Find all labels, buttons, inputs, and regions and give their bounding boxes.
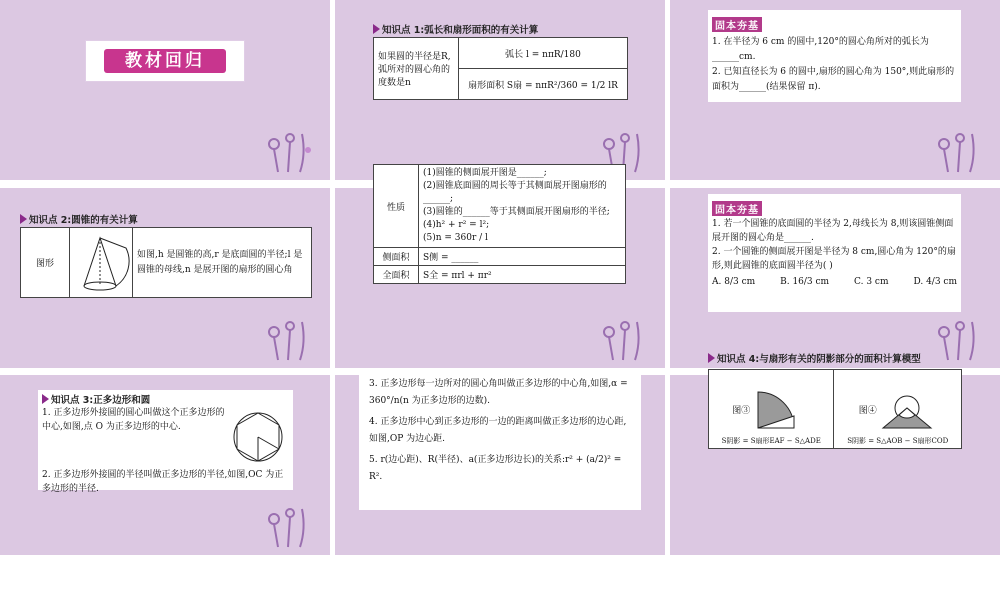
property-1: (1)圆锥的侧面展开图是______; — [423, 168, 547, 178]
full-area-label: 全面积 — [374, 266, 419, 284]
model-cell-4 — [834, 370, 962, 449]
arrow-icon — [42, 394, 49, 404]
polygon-properties-box — [359, 370, 641, 510]
cone-description: 如图,h 是圆锥的高,r 是底面圆的半径;l 是圆锥的母线,n 是展开图的扇形的圆心角 — [133, 228, 312, 298]
exercise-box — [708, 10, 961, 102]
section-header: 知识点 3:正多边形和圆 — [42, 392, 289, 406]
polygon-radius-text: 2. 正多边形外接圆的半径叫做正多边形的半径,如图,OC 为正多边形的半径. — [42, 470, 284, 494]
exercise-badge: 固本夯基 — [712, 17, 762, 32]
flower-decoration-icon — [932, 124, 992, 174]
flower-decoration-icon — [932, 312, 992, 362]
option-a[interactable]: A. 8/3 cm — [712, 277, 756, 287]
sector-area-formula: 扇形面积 S扇 = nπR²/360 = 1/2 lR — [459, 69, 628, 100]
properties-label: 性质 — [374, 165, 419, 248]
property-4: (4)h² + r² = l²; — [423, 220, 490, 230]
question-1: 1. 若一个圆锥的底面圆的半径为 2,母线长为 8,则该圆锥侧面展开图的圆心角是______. — [712, 219, 954, 243]
side-area-formula: S侧 = ______ — [419, 248, 626, 266]
polygon-center-text: 1. 正多边形外接圆的圆心叫做这个正多边形的中心,如图,点 O 为正多边形的中心. — [42, 408, 225, 432]
model-3-diagram — [750, 386, 810, 436]
section-header: 知识点 2:圆锥的有关计算 — [20, 212, 138, 226]
slide-7[interactable] — [0, 375, 330, 555]
slide-3[interactable] — [670, 0, 1000, 180]
option-d[interactable]: D. 4/3 cm — [913, 277, 957, 287]
section-header: 知识点 4:与扇形有关的阴影部分的面积计算模型 — [708, 351, 921, 365]
option-b[interactable]: B. 16/3 cm — [780, 277, 830, 287]
title-banner — [85, 40, 245, 82]
question-2: 2. 一个圆锥的侧面展开图是半径为 8 cm,圆心角为 120°的扇形,则此圆锥的底面圆半径为( ) — [712, 247, 956, 271]
flower-decoration-icon — [262, 499, 322, 549]
section-header: 知识点 1:弧长和扇形面积的有关计算 — [373, 22, 538, 36]
slide-9[interactable] — [670, 354, 1000, 555]
arc-length-formula: 弧长 l = nπR/180 — [459, 38, 628, 69]
model-label-3: 图③ — [732, 405, 751, 416]
cone-diagram — [70, 228, 132, 294]
full-area-formula: S全 = πrl + πr² — [419, 266, 626, 284]
property-5: (5)n = 360r / l — [423, 233, 488, 243]
flower-decoration-icon — [262, 124, 322, 174]
figure-label: 图形 — [21, 228, 70, 298]
model-formula-4: S阴影 = S△AOB − S扇形COD — [847, 437, 949, 445]
model-label-4: 图④ — [858, 405, 877, 416]
apothem-text: 4. 正多边形中心到正多边形的一边的距离叫做正多边形的边心距,如图,OP 为边心距. — [369, 417, 627, 444]
model-formula-3: S阴影 = S扇形EAF − S△ADE — [721, 437, 821, 445]
slide-2[interactable] — [335, 0, 665, 180]
model-4-diagram — [877, 386, 937, 436]
slide-5[interactable] — [335, 168, 665, 368]
property-3: (3)圆锥的______等于其侧面展开图扇形的半径; — [423, 207, 610, 217]
slide-4[interactable] — [0, 188, 330, 368]
slide-6[interactable] — [670, 188, 1000, 368]
model-cell-3 — [709, 370, 834, 449]
answer-options — [712, 275, 957, 290]
shaded-area-models — [708, 369, 962, 449]
arrow-icon — [373, 24, 380, 34]
property-2: (2)圆锥底面圆的周长等于其侧面展开图扇形的______; — [423, 181, 607, 204]
cone-table — [20, 227, 312, 298]
slide-1[interactable] — [0, 0, 330, 180]
hexagon-circle-diagram — [227, 406, 289, 468]
arrow-icon — [708, 353, 715, 363]
slide-8[interactable] — [335, 375, 665, 555]
question-1: 1. 在半径为 6 cm 的圆中,120°的圆心角所对的弧长为______cm. — [712, 37, 929, 62]
flower-decoration-icon — [597, 312, 657, 362]
formula-table — [373, 37, 628, 100]
arrow-icon — [20, 214, 27, 224]
side-area-label: 侧面积 — [374, 248, 419, 266]
central-angle-text: 3. 正多边形每一边所对的圆心角叫做正多边形的中心角,如图,α = 360°/n(n 为正多边形的边数). — [369, 379, 628, 406]
cone-properties-table — [373, 164, 626, 284]
option-c[interactable]: C. 3 cm — [854, 277, 889, 287]
question-2: 2. 已知直径长为 6 的圆中,扇形的圆心角为 150°,则此扇形的面积为______(结果保留 π). — [712, 67, 955, 92]
exercise-box — [708, 194, 961, 312]
polygon-section-box — [38, 390, 293, 494]
relation-text: 5. r(边心距)、R(半径)、a(正多边形边长)的关系:r² + (a/2)² = R². — [369, 455, 622, 482]
title-text: 教材回归 — [125, 51, 205, 71]
flower-decoration-icon — [262, 312, 322, 362]
exercise-badge: 固本夯基 — [712, 201, 762, 216]
condition-cell: 如果圆的半径是R,弧所对的圆心角的度数是n — [374, 38, 459, 100]
